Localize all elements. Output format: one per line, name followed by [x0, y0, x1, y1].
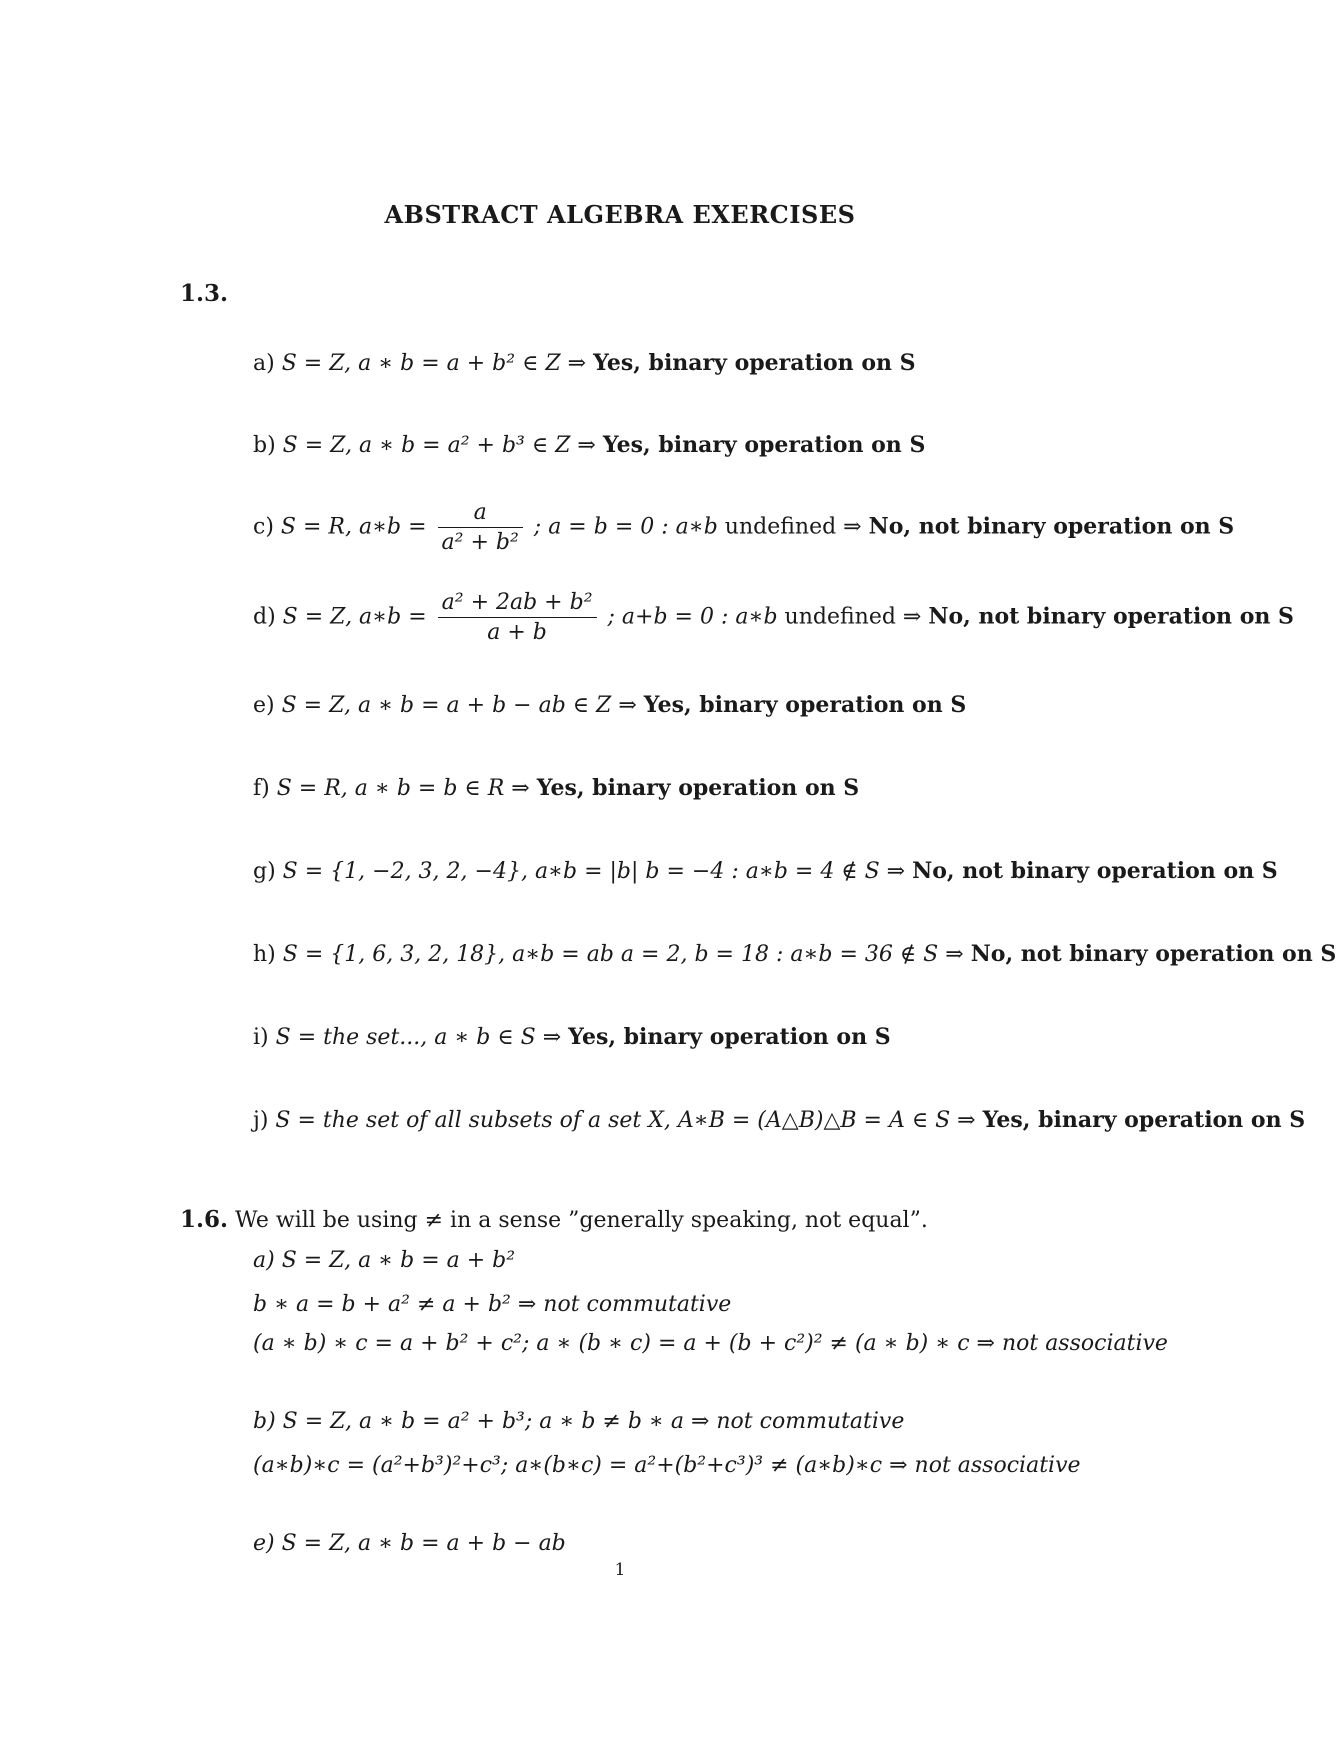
fraction-numerator: a — [438, 500, 523, 528]
item-math: S = the set of all subsets of a set X, A∗B = (A△B)△B = A ∈ S ⇒ — [275, 1108, 976, 1133]
section-heading-1-3: 1.3. — [180, 280, 229, 307]
item-label: c) — [253, 514, 274, 540]
exercise-item-b — [253, 432, 925, 458]
item-math: S = Z, a ∗ b = a² + b³ ∈ Z ⇒ — [282, 433, 596, 458]
exercise-item-c — [253, 500, 1234, 555]
exercise-item-h — [253, 941, 1336, 967]
item-label: i) — [253, 1025, 269, 1050]
item-verdict: Yes, binary operation on S — [593, 350, 916, 376]
item-verdict: Yes, binary operation on S — [536, 775, 860, 801]
item-label: b) — [253, 433, 276, 458]
fraction — [438, 590, 597, 645]
item-math: S = R, a ∗ b = b ∈ R ⇒ — [276, 776, 530, 801]
item-label: j) — [253, 1108, 269, 1133]
item-label: h) — [253, 942, 276, 967]
item-math-pre: S = Z, a∗b = — [282, 604, 427, 630]
exercise-item-d — [253, 590, 1294, 645]
item-label: d) — [253, 604, 276, 630]
item-verdict: No, not binary operation on S — [868, 513, 1235, 540]
item-text: undefined ⇒ — [724, 514, 862, 540]
exercise-item-j — [253, 1107, 1305, 1133]
section-heading-1-6: 1.6. — [180, 1206, 229, 1233]
section-intro-text: We will be using ≠ in a sense ”generally speaking, not equal”. — [235, 1208, 928, 1233]
item-math: S = Z, a ∗ b = a + b² ∈ Z ⇒ — [281, 351, 587, 376]
page-number: 1 — [614, 1560, 626, 1580]
item-math-post: ; a+b = 0 : a∗b — [607, 604, 778, 630]
solution-line: (a∗b)∗c = (a²+b³)²+c³; a∗(b∗c) = a²+(b²+c³)³ ≠ (a∗b)∗c ⇒ not associative — [253, 1453, 1081, 1478]
document-title: ABSTRACT ALGEBRA EXERCISES — [384, 200, 856, 229]
item-verdict: No, not binary operation on S — [928, 603, 1294, 630]
item-label: a) — [253, 351, 275, 376]
exercise-item-i — [253, 1024, 891, 1050]
exercise-item-e — [253, 692, 966, 718]
item-label: e) — [253, 693, 275, 718]
item-math: S = {1, 6, 3, 2, 18}, a∗b = ab a = 2, b = 18 : a∗b = 36 ∉ S ⇒ — [282, 942, 964, 967]
item-math: S = {1, −2, 3, 2, −4}, a∗b = |b| b = −4 : a∗b = 4 ∉ S ⇒ — [282, 859, 906, 884]
item-math: S = the set..., a ∗ b ∈ S ⇒ — [275, 1025, 562, 1050]
item-verdict: No, not binary operation on S — [970, 941, 1336, 967]
solution-line: a) S = Z, a ∗ b = a + b² — [253, 1248, 516, 1273]
fraction-denominator: a + b — [487, 620, 547, 645]
item-label: f) — [253, 776, 270, 801]
solution-line: b ∗ a = b + a² ≠ a + b² ⇒ not commutative — [253, 1292, 732, 1317]
solution-line: e) S = Z, a ∗ b = a + b − ab — [253, 1531, 566, 1556]
exercise-item-a — [253, 350, 916, 376]
item-verdict: Yes, binary operation on S — [602, 432, 926, 458]
section-1-6-intro — [180, 1206, 928, 1233]
item-text: undefined ⇒ — [784, 604, 922, 630]
exercise-item-f — [253, 775, 859, 801]
fraction-numerator: a² + 2ab + b² — [438, 590, 597, 618]
item-verdict: Yes, binary operation on S — [982, 1107, 1306, 1133]
item-verdict: Yes, binary operation on S — [568, 1024, 891, 1050]
item-math-pre: S = R, a∗b = — [280, 514, 427, 540]
item-verdict: No, not binary operation on S — [912, 858, 1278, 884]
item-verdict: Yes, binary operation on S — [643, 692, 967, 718]
item-math-post: ; a = b = 0 : a∗b — [533, 514, 718, 540]
solution-line: b) S = Z, a ∗ b = a² + b³; a ∗ b ≠ b ∗ a ⇒ not commutative — [253, 1409, 905, 1434]
exercise-item-g — [253, 858, 1278, 884]
item-math: S = Z, a ∗ b = a + b − ab ∈ Z ⇒ — [281, 693, 637, 718]
item-label: g) — [253, 859, 276, 884]
fraction-denominator: a² + b² — [441, 530, 519, 555]
solution-line: (a ∗ b) ∗ c = a + b² + c²; a ∗ (b ∗ c) = a + (b + c²)² ≠ (a ∗ b) ∗ c ⇒ not associative — [253, 1331, 1168, 1356]
fraction — [438, 500, 523, 555]
